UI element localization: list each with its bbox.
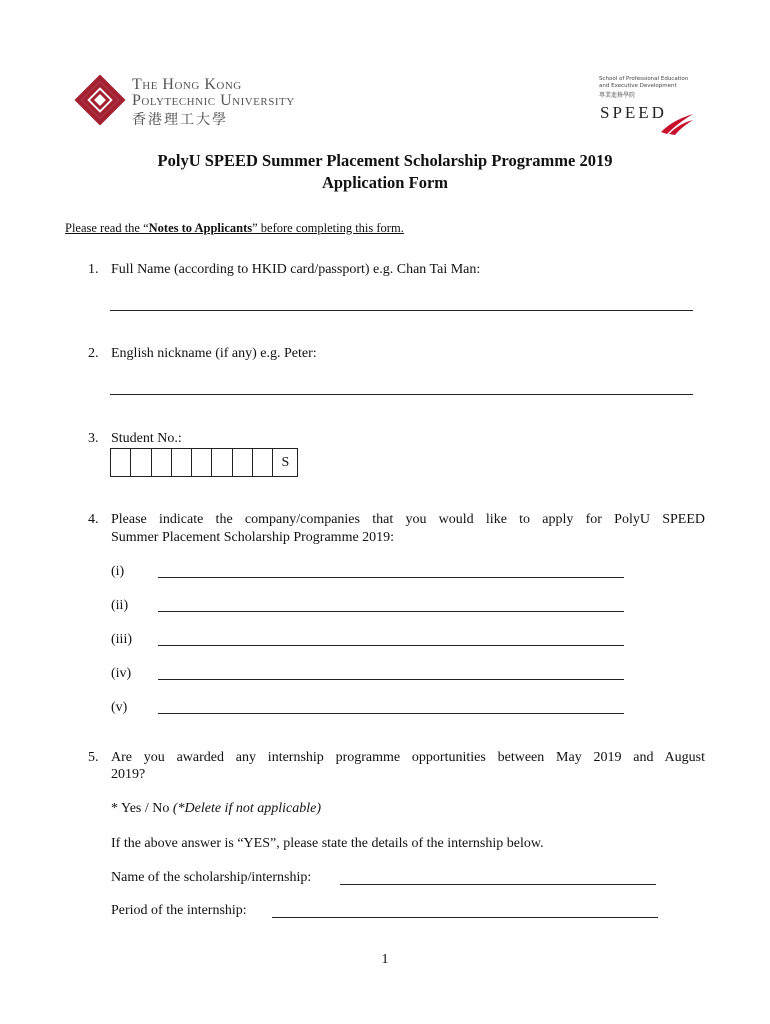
polyu-emblem-icon bbox=[74, 74, 126, 126]
yes-no-note: (*Delete if not applicable) bbox=[172, 801, 321, 816]
scholarship-name-label: Name of the scholarship/internship: bbox=[111, 870, 312, 885]
company-item-label: (iii) bbox=[111, 632, 132, 647]
university-name-en-line2: Polytechnic University bbox=[132, 92, 295, 109]
notice-suffix: ” before completing this form. bbox=[252, 221, 404, 235]
speed-school-name-line1: School of Professional Education bbox=[599, 76, 689, 82]
notice-bold: Notes to Applicants bbox=[148, 221, 253, 235]
student-number-digit[interactable] bbox=[111, 449, 131, 476]
student-number-digit[interactable] bbox=[131, 449, 151, 476]
scholarship-name-field[interactable] bbox=[340, 870, 656, 885]
q2-number: 2. bbox=[88, 346, 99, 361]
speed-school-name-line2: and Executive Development bbox=[599, 83, 677, 89]
student-number-digit[interactable] bbox=[172, 449, 192, 476]
if-yes-instruction: If the above answer is “YES”, please state the details of the internship below. bbox=[111, 836, 544, 851]
q1-number: 1. bbox=[88, 262, 99, 277]
form-title-line1: PolyU SPEED Summer Placement Scholarship Programme 2019 bbox=[157, 151, 613, 170]
company-item-label: (v) bbox=[111, 700, 128, 715]
student-number-digit[interactable] bbox=[233, 449, 253, 476]
student-number-boxes bbox=[110, 448, 298, 477]
q4-label-line1: Please indicate the company/companies that you would like to apply for PolyU SPEED bbox=[111, 512, 705, 527]
company-field-2[interactable] bbox=[158, 598, 624, 612]
company-field-4[interactable] bbox=[158, 666, 624, 680]
polyu-logo bbox=[74, 72, 364, 132]
nickname-field[interactable] bbox=[110, 380, 693, 395]
q4-label-line2: Summer Placement Scholarship Programme 2019: bbox=[111, 530, 395, 545]
speed-logo bbox=[599, 76, 709, 138]
student-number-suffix: S bbox=[281, 455, 290, 470]
q4-number: 4. bbox=[88, 512, 99, 527]
page-number: 1 bbox=[381, 952, 389, 967]
company-field-1[interactable] bbox=[158, 564, 624, 578]
internship-period-label: Period of the internship: bbox=[111, 903, 247, 918]
q5-number: 5. bbox=[88, 750, 99, 765]
company-item-label: (i) bbox=[111, 564, 125, 579]
yes-no-text: * Yes / No bbox=[111, 801, 173, 816]
notice-text bbox=[65, 221, 404, 236]
speed-wordmark: SPEED bbox=[600, 103, 667, 122]
speed-school-name-cn: 專業進修學院 bbox=[599, 92, 636, 99]
student-number-digit[interactable] bbox=[253, 449, 273, 476]
company-field-3[interactable] bbox=[158, 632, 624, 646]
q5-label-line2: 2019? bbox=[111, 767, 146, 782]
q3-number: 3. bbox=[88, 431, 99, 446]
internship-period-field[interactable] bbox=[272, 903, 658, 918]
q1-label: Full Name (according to HKID card/passport) e.g. Chan Tai Man: bbox=[111, 262, 481, 277]
notice-prefix: Please read the “ bbox=[65, 221, 149, 235]
speed-swoosh-icon bbox=[659, 112, 695, 136]
yes-no-selection[interactable] bbox=[111, 801, 321, 817]
full-name-field[interactable] bbox=[110, 296, 693, 311]
student-number-digit[interactable] bbox=[212, 449, 232, 476]
university-name-cn: 香港理工大學 bbox=[132, 112, 228, 128]
form-title-line2: Application Form bbox=[321, 173, 449, 192]
q3-label: Student No.: bbox=[111, 431, 182, 446]
company-field-5[interactable] bbox=[158, 700, 624, 714]
q5-label-line1: Are you awarded any internship programme opportunities between May 2019 and August bbox=[111, 750, 705, 765]
student-number-digit[interactable] bbox=[192, 449, 212, 476]
university-name-en-line1: The Hong Kong bbox=[132, 76, 242, 93]
company-item-label: (iv) bbox=[111, 666, 132, 681]
q2-label: English nickname (if any) e.g. Peter: bbox=[111, 346, 317, 361]
student-number-digit[interactable] bbox=[152, 449, 172, 476]
company-item-label: (ii) bbox=[111, 598, 129, 613]
